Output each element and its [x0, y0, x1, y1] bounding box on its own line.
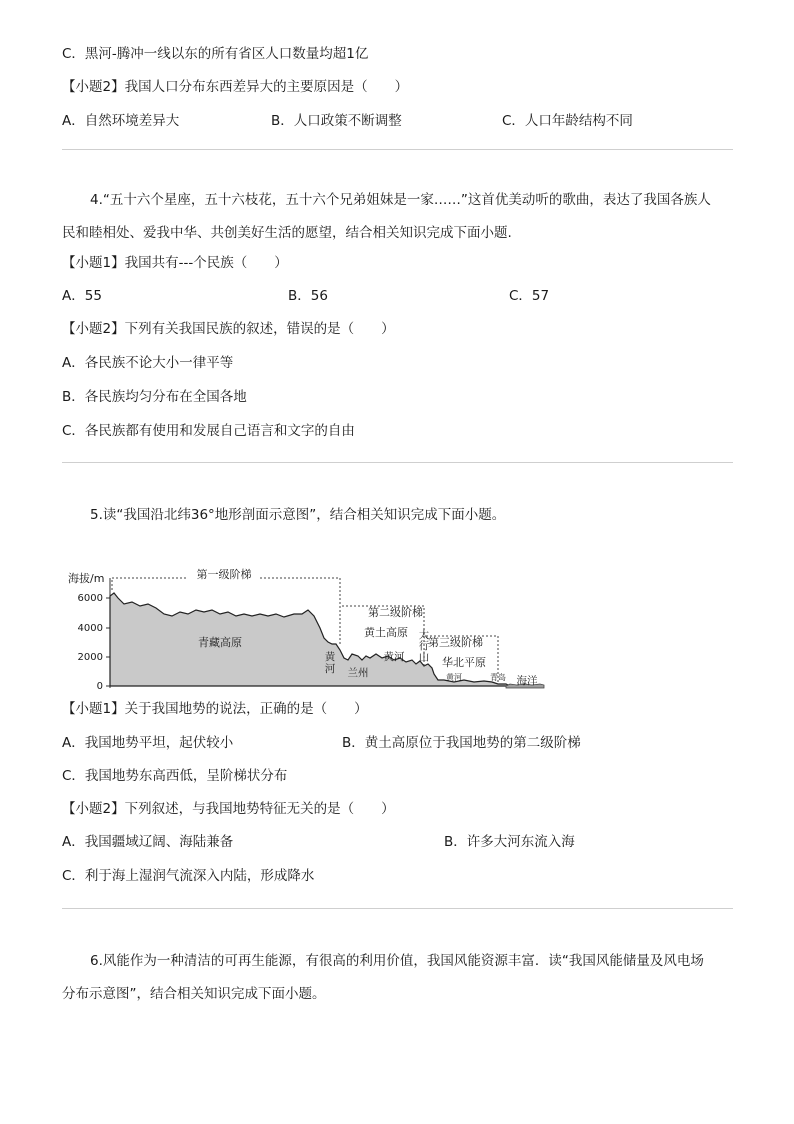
label-yellow-river-mid: 黄河 — [383, 651, 405, 663]
q5-sub1-option-a: A．我国地势平坦，起伏较小 — [62, 735, 234, 751]
q6-stem-line2: 分布示意图”，结合相关知识完成下面小题。 — [62, 986, 326, 1002]
y-axis-title: 海拔/m — [68, 572, 105, 585]
q4-stem-line2: 民和睦相处、爱我中华、共创美好生活的愿望，结合相关知识完成下面小题. — [62, 225, 512, 241]
separator — [62, 462, 733, 463]
label-step2: 第二级阶梯 — [368, 606, 423, 619]
label-lanzhou: 兰州 — [347, 667, 369, 679]
q4-stem-line1: 4.“五十六个星座，五十六枝花，五十六个兄弟姐妹是一家……”这首优美动听的歌曲，表达了我国各族人 — [90, 192, 711, 208]
y-tick-6000: 6000 — [77, 593, 103, 604]
y-tick-0: 0 — [96, 681, 103, 692]
label-yellow-river-left-2: 河 — [324, 663, 336, 675]
label-north-china-plain: 华北平原 — [442, 656, 486, 669]
q5-stem: 5.读“我国沿北纬36°地形剖面示意图”，结合相关知识完成下面小题。 — [90, 507, 506, 523]
q6-stem-line1: 6.风能作为一种清洁的可再生能源，有很高的利用价值，我国风能资源丰富．读“我国风能储量及风电场 — [90, 953, 704, 969]
q4-sub1-stem: 【小题1】我国共有---个民族（ ） — [62, 255, 288, 271]
q5-sub1-stem: 【小题1】关于我国地势的说法，正确的是（ ） — [62, 701, 368, 717]
q5-sub2-option-c: C．利于海上湿润气流深入内陆，形成降水 — [62, 868, 315, 884]
label-taihang-1: 太 — [418, 629, 430, 641]
q4-sub2-option-a: A．各民族不论大小一律平等 — [62, 355, 234, 371]
q4-sub2-stem: 【小题2】下列有关我国民族的叙述，错误的是（ ） — [62, 321, 395, 337]
y-tick-2000: 2000 — [77, 652, 103, 663]
q4-sub1-option-c: C．57 — [509, 288, 550, 304]
q4-sub2-option-c: C．各民族都有使用和发展自己语言和文字的自由 — [62, 423, 355, 439]
q3-sub2-option-c: C．人口年龄结构不同 — [502, 113, 633, 129]
label-step1: 第一级阶梯 — [196, 568, 252, 581]
q5-sub1-option-c: C．我国地势东高西低，呈阶梯状分布 — [62, 768, 288, 784]
q3-sub2-option-a: A．自然环境差异大 — [62, 113, 180, 129]
q3-sub2-stem: 【小题2】我国人口分布东西差异大的主要原因是（ ） — [62, 79, 409, 95]
q4-sub1-option-b: B．56 — [288, 288, 328, 304]
q5-sub1-option-b: B．黄土高原位于我国地势的第二级阶梯 — [342, 735, 581, 751]
label-qinghai-tibet-plateau: 青藏高原 — [198, 636, 242, 649]
q3-option-c: C．黑河-腾冲一线以东的所有省区人口数量均超1亿 — [62, 46, 369, 62]
label-loess-plateau: 黄土高原 — [364, 626, 408, 639]
label-yellow-river-right: 黄河 — [446, 673, 462, 682]
q3-sub2-option-b: B．人口政策不断调整 — [271, 113, 402, 129]
label-taihang-2: 行 — [418, 640, 430, 652]
separator — [62, 908, 733, 909]
y-tick-4000: 4000 — [77, 623, 103, 634]
q5-sub2-option-b: B．许多大河东流入海 — [444, 834, 575, 850]
label-step3: 第三级阶梯 — [428, 636, 483, 649]
label-qingdao: 青岛 — [490, 673, 506, 682]
terrain-profile-figure — [62, 562, 552, 697]
label-taihang-3: 山 — [418, 651, 430, 663]
q5-sub2-stem: 【小题2】下列叙述，与我国地势特征无关的是（ ） — [62, 801, 395, 817]
label-ocean: 海洋 — [516, 675, 538, 687]
separator — [62, 149, 733, 150]
q4-sub2-option-b: B．各民族均匀分布在全国各地 — [62, 389, 247, 405]
q5-sub2-option-a: A．我国疆域辽阔、海陆兼备 — [62, 834, 234, 850]
label-yellow-river-left-1: 黄 — [324, 651, 336, 663]
q4-sub1-option-a: A．55 — [62, 288, 102, 304]
